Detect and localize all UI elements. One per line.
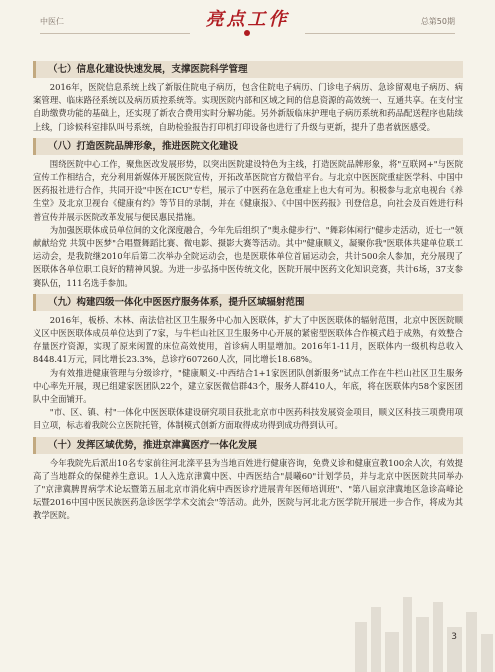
- paragraph: 围绕医院中心工作，聚焦医改发展形势，以突出医院建设特色为主线，打造医院品牌形象，将"互联网+"与医院宣传工作相结合，充分利用新媒体开展医院宣传，开拓改革医院官方微信平台。与北京中医医院重症医学科、中国中医药报社进行合作，共同开设"中医在ICU"专栏，展示了中医药在急危重症上也大有可为。积极参与北京电视台《养生堂》及北京卫视台《健康有约》等节目的录制，并在《健康报》、《中国中医药报》刊登信息，向社会及百姓进行科普宣传并展示医院改革发展与便民惠民措施。: [33, 158, 463, 222]
- page-header: [0, 0, 495, 42]
- article-body: [33, 57, 463, 525]
- section-heading: （十）发挥区域优势，推进京津冀医疗一体化发展: [33, 437, 463, 454]
- paragraph: "市、区、镇、村"一体化中医医联体建设研究项目获批北京市中医药科技发展资金项目，顺义区科技三项费用项目立项，标志着我院公立医院托管，体制模式创新方面取得成功得到成功得到认可。: [33, 407, 463, 431]
- paragraph: 今年我院先后派出10名专家前往河北滦平县为当地百姓进行健康咨询，免费义诊和健康宣教100余人次，有效提高了当地群众的保健养生意识。1人入选京津冀中医、中西医结合"晨曦60"计划学员，并与北京中医医院共同举办了"京津冀脾胃病学术论坛暨第五届北京市消化病中西医诊疗进展青年医师培训班"、"第八届京津冀地区急诊高峰论坛暨2016中国中医民族医药急诊医学学术交流会"等活动。此外，医院与河北北方医学院开展进一步合作，将成为其教学医院。: [33, 457, 463, 521]
- page-title: 亮点工作: [205, 9, 290, 30]
- issue-number: 总第50期: [420, 17, 455, 26]
- paragraph: 为有效推进健康管理与分级诊疗，"健康顺义-中西结合1+1家医团队创新服务"试点工作在牛栏山社区卫生服务中心率先开展，现已组建家医团队22个，建立家医微信群43个，服务人群410人，年底，将在医联体内58个家医团队中全面铺开。: [33, 367, 463, 405]
- section-heading: （九）构建四级一体化中医医疗服务体系，提升区域辐射范围: [33, 294, 463, 311]
- section-heading: （八）打造医院品牌形象，推进医院文化建设: [33, 138, 463, 155]
- section-10: [33, 437, 463, 523]
- journal-name: 中医仁: [40, 17, 64, 26]
- section-9: [33, 294, 463, 433]
- header-divider-right: [305, 33, 455, 34]
- paragraph: 2016年，板桥、木林、南法信社区卫生服务中心加入医联体，扩大了中医医联体的辐射范围，北京中医医院顺义区中医医联体成员单位达到了7家，与牛栏山社区卫生服务中心开展的紧密型医联体合作模式趋于成熟，有效整合存量医疗资源，实现了原来闲置的床位高效使用，首诊病人明显增加。2016年1-11月，医联体内一级机构总收入8448.41万元，同比增长23.3%，总诊疗607260人次，同比增长18.68%。: [33, 314, 463, 365]
- paragraph: 2016年，医院信息系统上线了新版住院电子病历，包含住院电子病历、门诊电子病历、急诊留观电子病历、病案管理、临床路径系统以及病历质控系统等。实现医院内部和区域之间的信息资源的高效统一、互通共享。在支付宝自助缴费功能的基础上，还实现了新农合费用实时分解功能。另外新版临床护理电子病历系统和药品配送程序也陆续上线，门诊候科室排队叫号系统，自助检验报告打印机打印设备也进行了升级与更新，提升了患者就医感受。: [33, 82, 463, 132]
- page-number: 3: [451, 632, 457, 642]
- section-heading: （七）信息化建设快速发展，支撑医院科学管理: [33, 61, 463, 78]
- header-divider-left: [40, 33, 190, 34]
- paragraph: 为加强医联体成员单位间的文化深度融合，今年先后组织了"奥永健步行"、"舞彩体闲行"健步走活动，近七一"领献献给党 共筑中医梦"合唱暨舞蹈比赛、微电影、摄影大赛等活动。其中"健康顺义，凝聚你我"医联体共建单位联工运动会，是我院继2010年后第二次举办全院运动会，也是医联体单位首届运动会，共计500余人参加，充分展现了医联体各单位职工良好的精神风貌。为进一步弘扬中医传统文化，医院开展中医药文化知识竞赛，共计6场，37支参赛队伍，111名选手参加。: [33, 224, 463, 288]
- section-8: [33, 138, 463, 290]
- header-ornament: [244, 30, 250, 36]
- section-7: [33, 61, 463, 134]
- city-skyline-decoration: [345, 572, 495, 672]
